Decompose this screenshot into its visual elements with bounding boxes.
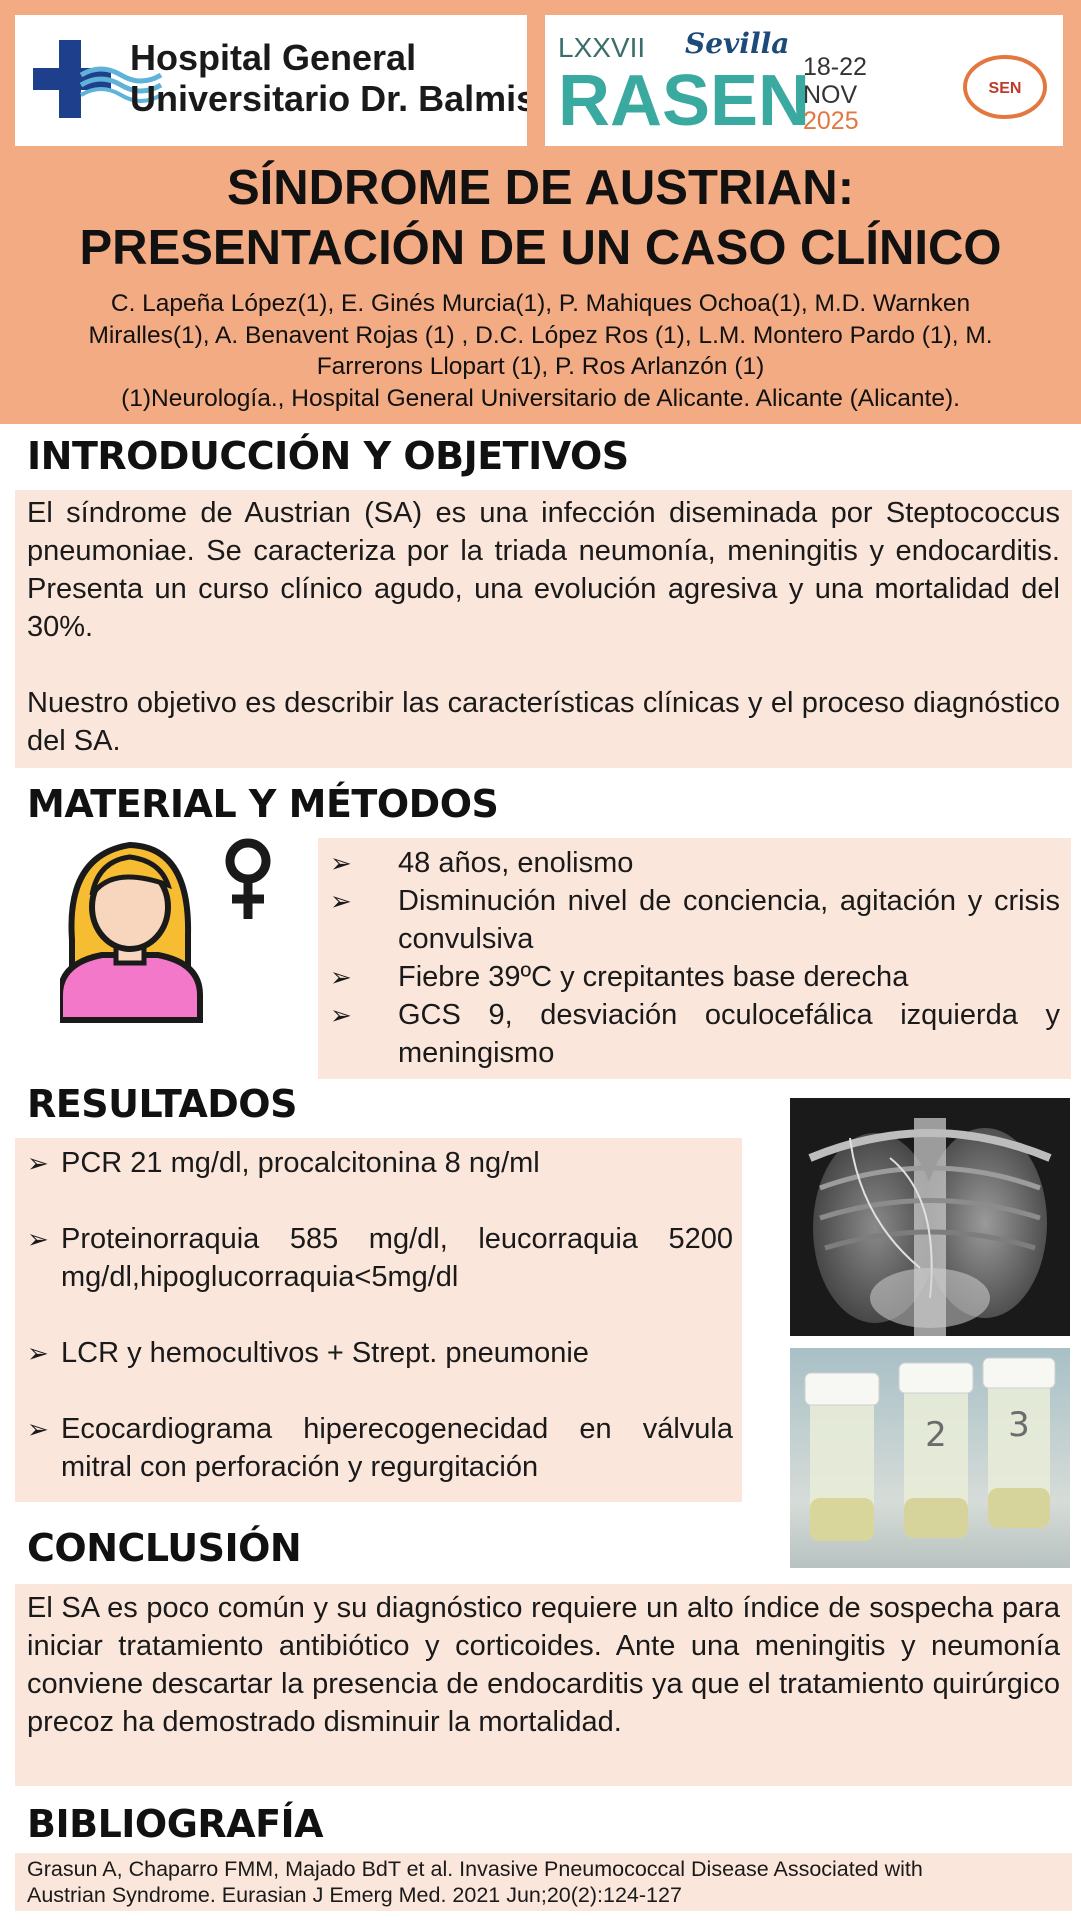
hospital-cross-logo-icon (15, 15, 527, 146)
csf-tube (983, 1358, 1055, 1528)
arrow-bullet-icon: ➢ (27, 1414, 49, 1444)
arrow-bullet-icon: ➢ (330, 886, 352, 916)
congress-year: 2025 (803, 107, 859, 135)
methods-heading: MATERIAL Y MÉTODOS (27, 782, 499, 826)
poster-title-line2: PRESENTACIÓN DE UN CASO CLÍNICO (79, 221, 1002, 275)
congress-name: RASEN (558, 61, 811, 141)
congress-edition: LXXVII (558, 32, 646, 63)
csf-tubes-image (790, 1348, 1070, 1568)
female-avatar-icon (60, 835, 275, 1025)
arrow-bullet-icon: ➢ (330, 848, 352, 878)
hospital-logo-line2: Universitario Dr. Balmis (130, 78, 527, 119)
intro-heading: INTRODUCCIÓN Y OBJETIVOS (27, 434, 629, 478)
hospital-logo (15, 15, 527, 146)
results-list (27, 1144, 733, 1486)
congress-dates: 18-22 (803, 53, 867, 81)
congress-society: SEN (988, 80, 1022, 97)
chest-xray-image (790, 1098, 1070, 1336)
authors-line: Farrerons Llopart (1), P. Ros Arlanzón (1) (316, 353, 765, 380)
poster-header (0, 0, 1081, 424)
bibliography-box (15, 1853, 1072, 1911)
female-symbol-icon (230, 843, 266, 919)
list-item: ➢ PCR 21 mg/dl, procalcitonina 8 ng/ml (27, 1144, 733, 1182)
intro-paragraph-2: Nuestro objetivo es describir las características clínicas y el proceso diagnóstico del SA. (27, 687, 1060, 757)
sen-brain-logo-icon (965, 57, 1045, 117)
arrow-bullet-icon: ➢ (27, 1148, 49, 1178)
affiliation: (1)Neurología., Hospital General Universitario de Alicante. Alicante (Alicante). (121, 384, 960, 412)
conclusion-heading: CONCLUSIÓN (27, 1526, 302, 1570)
list-item: ➢ Disminución nivel de conciencia, agitación y crisis convulsiva (330, 882, 1060, 958)
authors-line: Miralles(1), A. Benavent Rojas (1) , D.C. López Ros (1), L.M. Montero Pardo (1), M. (88, 321, 993, 349)
arrow-bullet-icon: ➢ (27, 1338, 49, 1368)
intro-box (15, 490, 1072, 768)
methods-list (330, 844, 1060, 1072)
tube-label: 3 (1008, 1405, 1030, 1445)
csf-tube (805, 1373, 879, 1541)
rasen-logo-graphic (545, 15, 1063, 146)
list-item: ➢ GCS 9, desviación oculocefálica izquierda y meningismo (330, 996, 1060, 1072)
list-item: ➢ 48 años, enolismo (330, 844, 1060, 882)
conclusion-text: El SA es poco común y su diagnóstico requiere un alto índice de sospecha para iniciar tratamiento antibiótico y corticoides. Ante una meningitis y neumonía conviene descartar la presencia de endocarditis ya que el tratamiento quirúrgico precoz ha demostrado disminuir la mortalidad. (27, 1592, 1060, 1738)
list-item: ➢ Ecocardiograma hiperecogenecidad en válvula mitral con perforación y regurgitación (27, 1410, 733, 1486)
reference-line: Grasun A, Chaparro FMM, Majado BdT et al. Invasive Pneumococcal Disease Associated with (27, 1857, 923, 1881)
congress-logo (545, 15, 1063, 146)
bibliography-text (27, 1856, 1063, 1908)
reference-line: Austrian Syndrome. Eurasian J Emerg Med. 2021 Jun;20(2):124-127 (27, 1883, 682, 1907)
list-item: ➢ Proteinorraquia 585 mg/dl, leucorraquia 5200 mg/dl,hipoglucorraquia<5mg/dl (27, 1220, 733, 1296)
authors-line: C. Lapeña López(1), E. Ginés Murcia(1), P. Mahiques Ochoa(1), M.D. Warnken (110, 290, 971, 317)
arrow-bullet-icon: ➢ (330, 1000, 352, 1030)
results-box (15, 1138, 742, 1502)
hospital-logo-line1: Hospital General (130, 37, 417, 78)
congress-city: Sevilla (685, 27, 790, 60)
bibliography-heading: BIBLIOGRAFÍA (27, 1802, 324, 1846)
poster-title-line1: SÍNDROME DE AUSTRIAN: (226, 161, 855, 215)
csf-tube (899, 1363, 973, 1538)
authors-block (30, 288, 1051, 414)
results-heading: RESULTADOS (27, 1082, 297, 1126)
arrow-bullet-icon: ➢ (27, 1224, 49, 1254)
intro-paragraph-1: El síndrome de Austrian (SA) es una infección diseminada por Steptococcus pneumoniae. Se caracteriza por la triada neumonía, meningitis y endocarditis. Presenta un curso clínico agudo, una evolución agresiva y una mortalidad del 30%. (27, 497, 1060, 643)
methods-box (318, 838, 1071, 1079)
conclusion-box (15, 1584, 1072, 1786)
list-item: ➢ LCR y hemocultivos + Strept. pneumonie (27, 1334, 733, 1372)
arrow-bullet-icon: ➢ (330, 962, 352, 992)
tube-label: 2 (925, 1415, 947, 1455)
congress-month: NOV (803, 81, 858, 109)
list-item: ➢ Fiebre 39ºC y crepitantes base derecha (330, 958, 1060, 996)
